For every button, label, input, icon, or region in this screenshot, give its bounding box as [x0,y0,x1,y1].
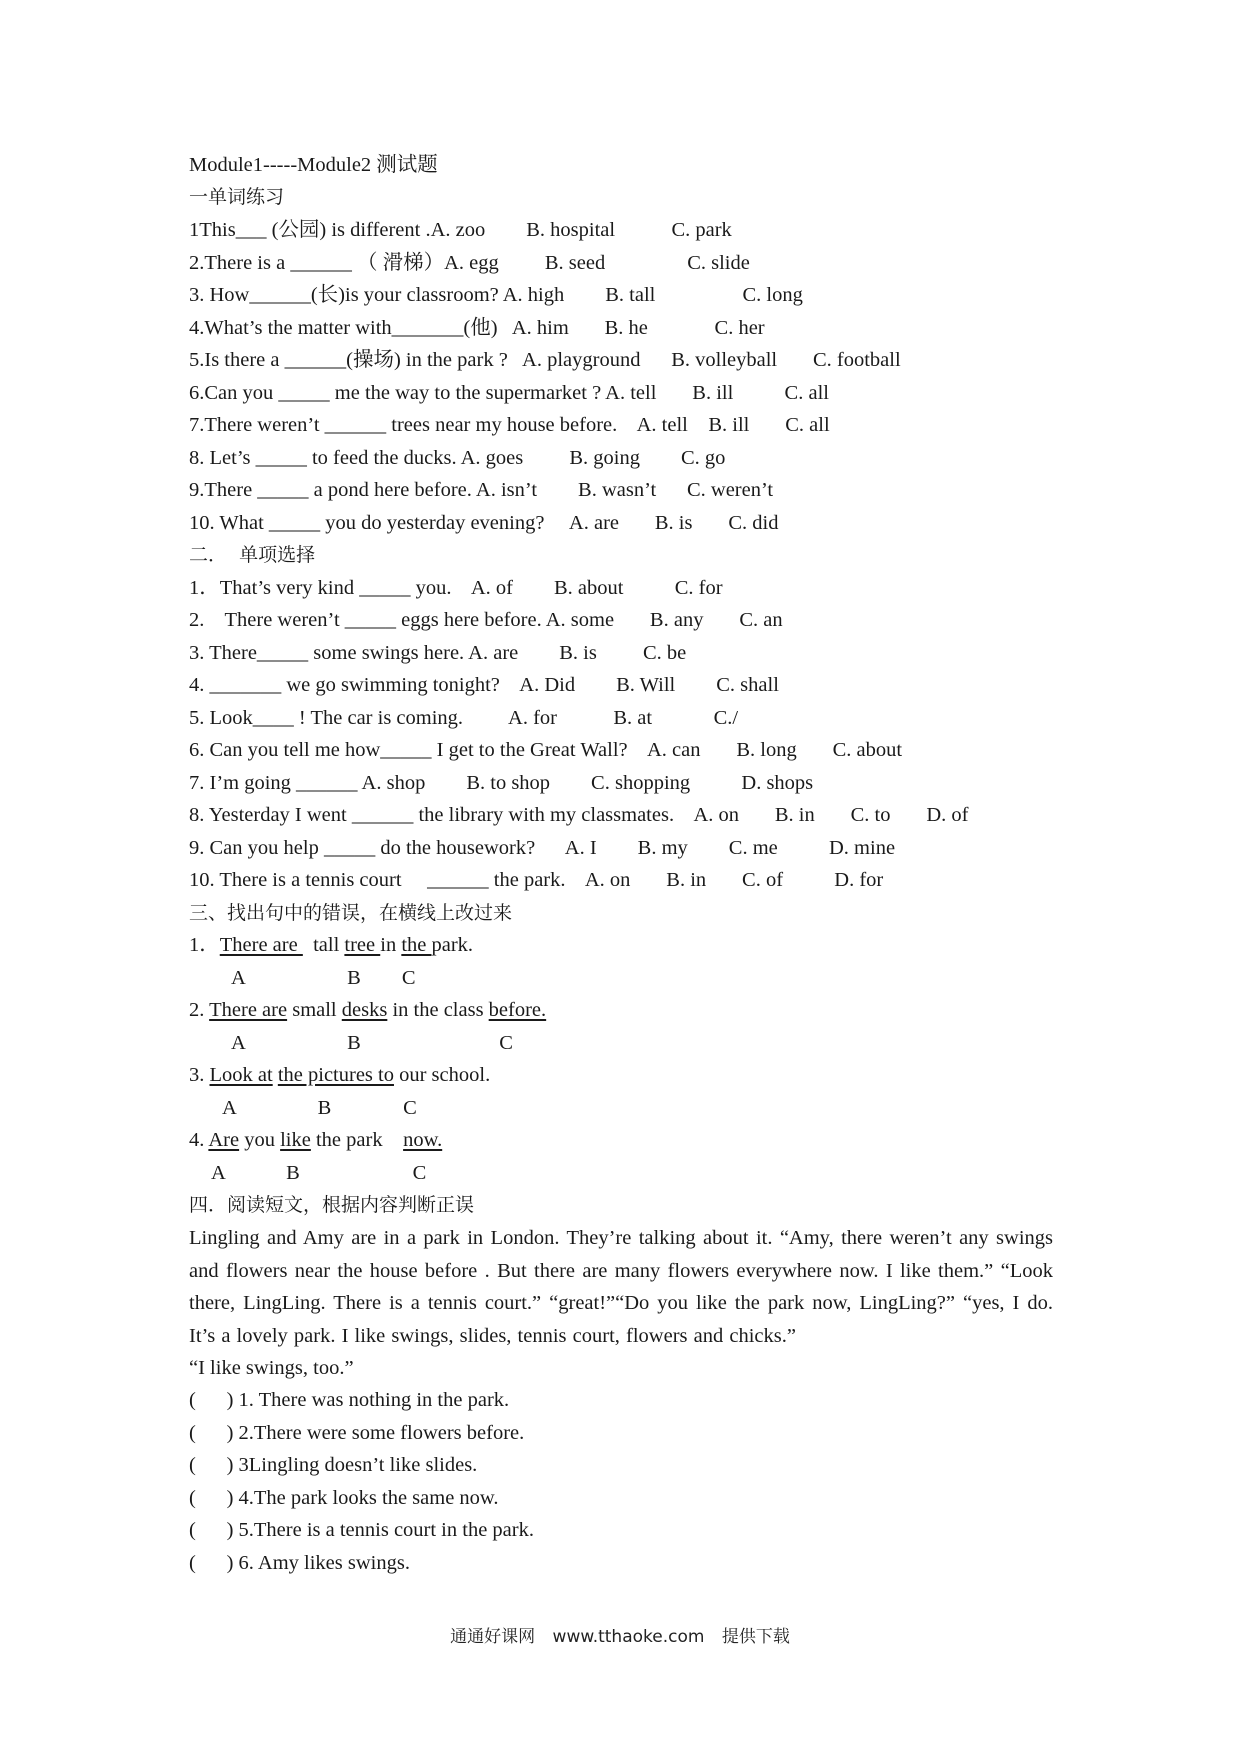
underlined-part-a: There are [219,934,303,956]
underlined-part-c: now. [403,1129,443,1151]
sentence-text: in [380,934,402,956]
sentence-text: our school. [393,1064,491,1086]
section-2-heading: 二． 单项选择 [189,544,316,566]
question-1-4: 4.What’s the matter with_______(他) A. him B. he C. her [189,317,765,339]
sentence-text: park. [431,934,474,956]
reading-passage-end: “I like swings, too.” [189,1357,354,1379]
question-2-5: 5. Look____ ! The car is coming. A. for B. at C./ [189,707,739,729]
footer-url[interactable]: www.tthaoke.com [552,1627,705,1647]
footer-suffix: 提供下载 [721,1627,790,1647]
question-1-3: 3. How______(长)is your classroom? A. high B. tall C. long [189,284,803,306]
true-false-item-6: ( ) 6. Amy likes swings. [189,1552,410,1574]
question-2-2: 2. There weren’t _____ eggs here before. A. some B. any C. an [189,609,783,631]
underlined-part-a: Are [208,1129,240,1151]
question-2-7: 7. I’m going ______ A. shop B. to shop C. shopping D. shops [189,772,814,794]
page-footer [0,1622,1240,1647]
question-number: 2. [189,999,210,1021]
sentence-text: small [287,999,342,1021]
question-1-2: 2.There is a ______ （ 滑梯）A. egg B. seed C. slide [189,252,750,274]
question-1-7: 7.There weren’t ______ trees near my house before. A. tell B. ill C. all [189,414,830,436]
underlined-part-a: There are [209,999,288,1021]
question-2-3: 3. There_____ some swings here. A. are B. is C. be [189,642,687,664]
question-2-6: 6. Can you tell me how_____ I get to the Great Wall? A. can B. long C. about [189,739,903,761]
underlined-part-c: before. [488,999,547,1021]
question-2-8: 8. Yesterday I went ______ the library with my classmates. A. on B. in C. to D. of [189,804,969,826]
error-question-3 [189,1062,490,1088]
question-2-9: 9. Can you help _____ do the housework? A. I B. my C. me D. mine [189,837,896,859]
reading-passage: Lingling and Amy are in a park in London. They’re talking about it. “Amy, there weren’t any swings and flowers near the house before . But there are many flowers everywhere now. I like them.” “Look there, LingLing. There is a tennis court.” “great!”“Do you like the park now, LingLing?” “yes, I do. It’s a lovely park. I like swings, slides, tennis court, flowers and chicks.” [189,1227,1053,1347]
error-question-2 [189,997,546,1023]
sentence-text: in the class [387,999,489,1021]
underlined-part-b: tree [344,934,381,956]
question-number: 3. [189,1064,210,1086]
sentence-text: the park [310,1129,404,1151]
question-2-1: 1．That’s very kind _____ you. A. of B. about C. for [189,577,723,599]
true-false-item-1: ( ) 1. There was nothing in the park. [189,1389,510,1411]
true-false-item-3: ( ) 3Lingling doesn’t like slides. [189,1454,478,1476]
question-1-10: 10. What _____ you do yesterday evening? A. are B. is C. did [189,512,779,534]
question-number: 4. [189,1129,209,1151]
option-labels: A B C [211,1162,427,1184]
section-3-heading: 三、找出句中的错误，在横线上改过来 [189,902,513,924]
underlined-part-b: the pictures to [277,1064,394,1086]
question-number: 1． [189,934,220,956]
error-question-4 [189,1127,442,1153]
underlined-part-a: Look at [209,1064,273,1086]
sentence-text: tall [302,934,345,956]
question-1-8: 8. Let’s _____ to feed the ducks. A. goes B. going C. go [189,447,726,469]
true-false-item-5: ( ) 5.There is a tennis court in the park. [189,1519,534,1541]
error-question-1 [189,932,473,958]
option-labels: A B C [231,1032,513,1054]
question-1-6: 6.Can you _____ me the way to the supermarket ? A. tell B. ill C. all [189,382,829,404]
true-false-item-4: ( ) 4.The park looks the same now. [189,1487,499,1509]
footer-site-name: 通通好课网 [450,1627,536,1647]
underlined-part-b: like [280,1129,311,1151]
page-title: Module1-----Module2 测试题 [189,154,438,176]
question-1-9: 9.There _____ a pond here before. A. isn’t B. wasn’t C. weren’t [189,479,774,501]
question-2-10: 10. There is a tennis court ______ the park. A. on B. in C. of D. for [189,869,884,891]
section-4-heading: 四．阅读短文，根据内容判断正误 [189,1194,475,1216]
sentence-text: you [239,1129,281,1151]
section-1-heading: 一单词练习 [189,186,285,208]
option-labels: A B C [222,1097,417,1119]
true-false-item-2: ( ) 2.There were some flowers before. [189,1422,525,1444]
question-2-4: 4. _______ we go swimming tonight? A. Did B. Will C. shall [189,674,779,696]
question-1-1: 1This___ (公园) is different .A. zoo B. hospital C. park [189,219,732,241]
question-1-5: 5.Is there a ______(操场) in the park ? A. playground B. volleyball C. football [189,349,901,371]
underlined-part-b: desks [341,999,388,1021]
underlined-part-c: the [401,934,432,956]
option-labels: A B C [231,967,416,989]
